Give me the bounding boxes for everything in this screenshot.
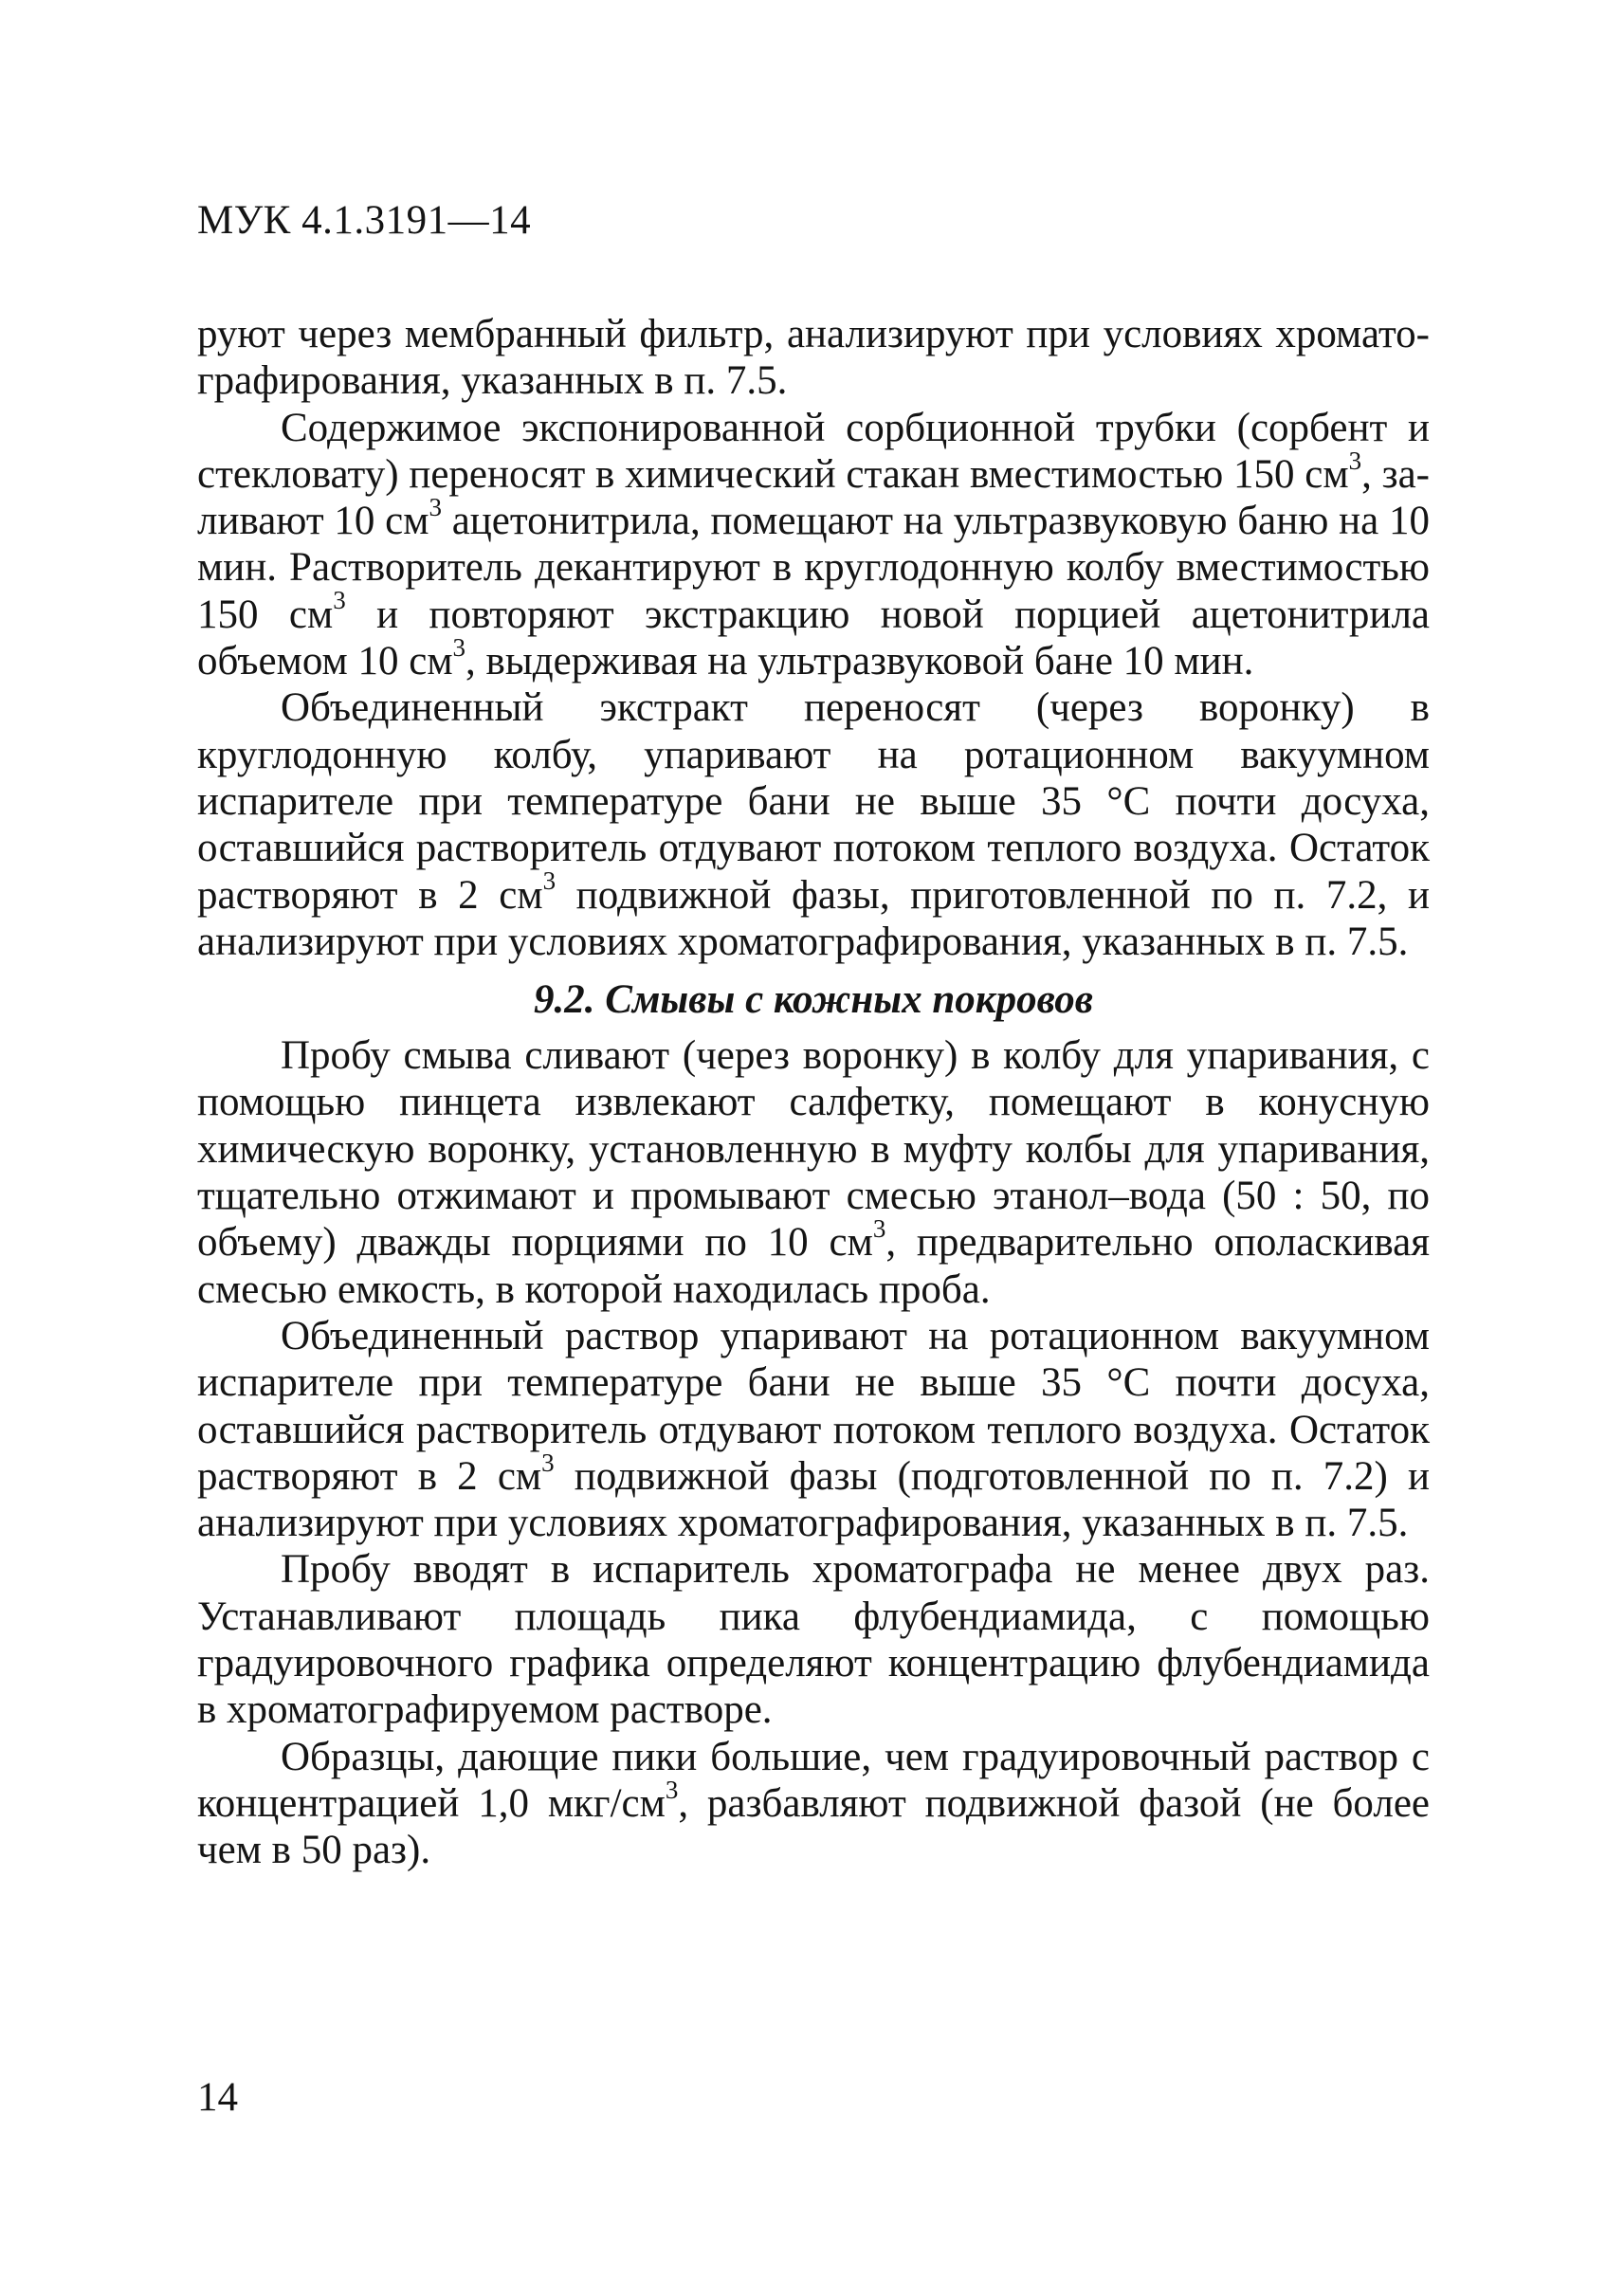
section-heading: 9.2. Смывы с кожных покровов [534,977,1093,1023]
paragraph-wash-sample [197,1032,1430,1313]
superscript: 3 [665,1775,679,1804]
paragraph-combined-solution [197,1313,1430,1546]
superscript: 3 [872,1214,886,1244]
superscript: 3 [452,632,466,662]
superscript: 3 [541,1448,555,1477]
paragraph-text: Объединенный экстракт переносят (через воронку) в круглодонную колбу, упаривают на ротационном вакуумном испарителе при температуре бани не выше 35 °С почти досуха, оставшийся растворитель отдувают потоком теплого воздуха. Остаток растворяют в 2 см [197,685,1430,918]
paragraph-text: подвижной фазы (подготовленной по п. 7.2) и анализируют при условиях хроматографирования, указанных в п. 7.5. [197,1453,1430,1546]
paragraph-text: , заливают 10 см [197,451,1430,544]
paragraph-dilution [197,1734,1430,1874]
paragraph-text: и повторяют экстракцию новой порцией ацетонитрила объемом 10 см [197,592,1430,684]
paragraph-combined-extract [197,684,1430,965]
body-text [197,311,1430,1874]
superscript: 3 [542,866,557,896]
page-number: 14 [197,2075,238,2120]
superscript: 3 [333,586,346,615]
paragraph-text: Пробу вводят в испаритель хроматографа не менее двух раз. Устанавливают площадь пика флубендиамида, с помощью градуировочного графика определяют концентрацию флубендиамида в хроматографируемом растворе. [197,1547,1430,1733]
superscript: 3 [1348,446,1362,475]
paragraph-text: , выдерживая на ультразвуковой бане 10 мин. [465,639,1254,684]
paragraph-text: ацетонитрила, помещают на ультразвуковую баню на 10 мин. Растворитель декантируют в круглодонную колбу вместимостью 150 см [197,499,1430,637]
paragraph-text: Пробу смыва сливают (через воронку) в колбу для упаривания, с помощью пинцета извлекают салфетку, помещают в конусную химическую воронку, установленную в муфту колбы для упаривания, тщательно отжимают и промывают смесью этанол–вода (50 : 50, по объему) дважды порциями по 10 см [197,1033,1430,1266]
paragraph-text: Содержимое экспонированной сорбционной трубки (сорбент и стекловату) переносят в химический стакан вместимостью 150 см [197,405,1430,497]
paragraph-text: Объединенный раствор упаривают на ротационном вакуумном испарителе при температуре бани не выше 35 °С почти досуха, оставшийся растворитель отдувают потоком теплого воздуха. Остаток растворяют в 2 см [197,1313,1430,1499]
document-code-header: МУК 4.1.3191—14 [197,198,532,243]
paragraph-sorption-tube [197,405,1430,685]
paragraph-text: , предварительно ополаскивая смесью емкость, в которой находилась проба. [197,1220,1430,1312]
paragraph-text: , разбавляют подвижной фазой (не более чем в 50 раз). [197,1780,1430,1873]
paragraph-text: Образцы, дающие пики большие, чем градуировочный раствор с концентрацией 1,0 мкг/см [197,1734,1430,1826]
paragraph-text: руют через мембранный фильтр, анализируют при условиях хроматографирования, указанных в п. 7.5. [197,312,1430,404]
paragraph-continuation [197,311,1430,405]
superscript: 3 [429,492,442,521]
paragraph-text: подвижной фазы, приготовленной по п. 7.2, и анализируют при условиях хроматографирования, указанных в п. 7.5. [197,872,1431,964]
paragraph-injection [197,1546,1430,1733]
